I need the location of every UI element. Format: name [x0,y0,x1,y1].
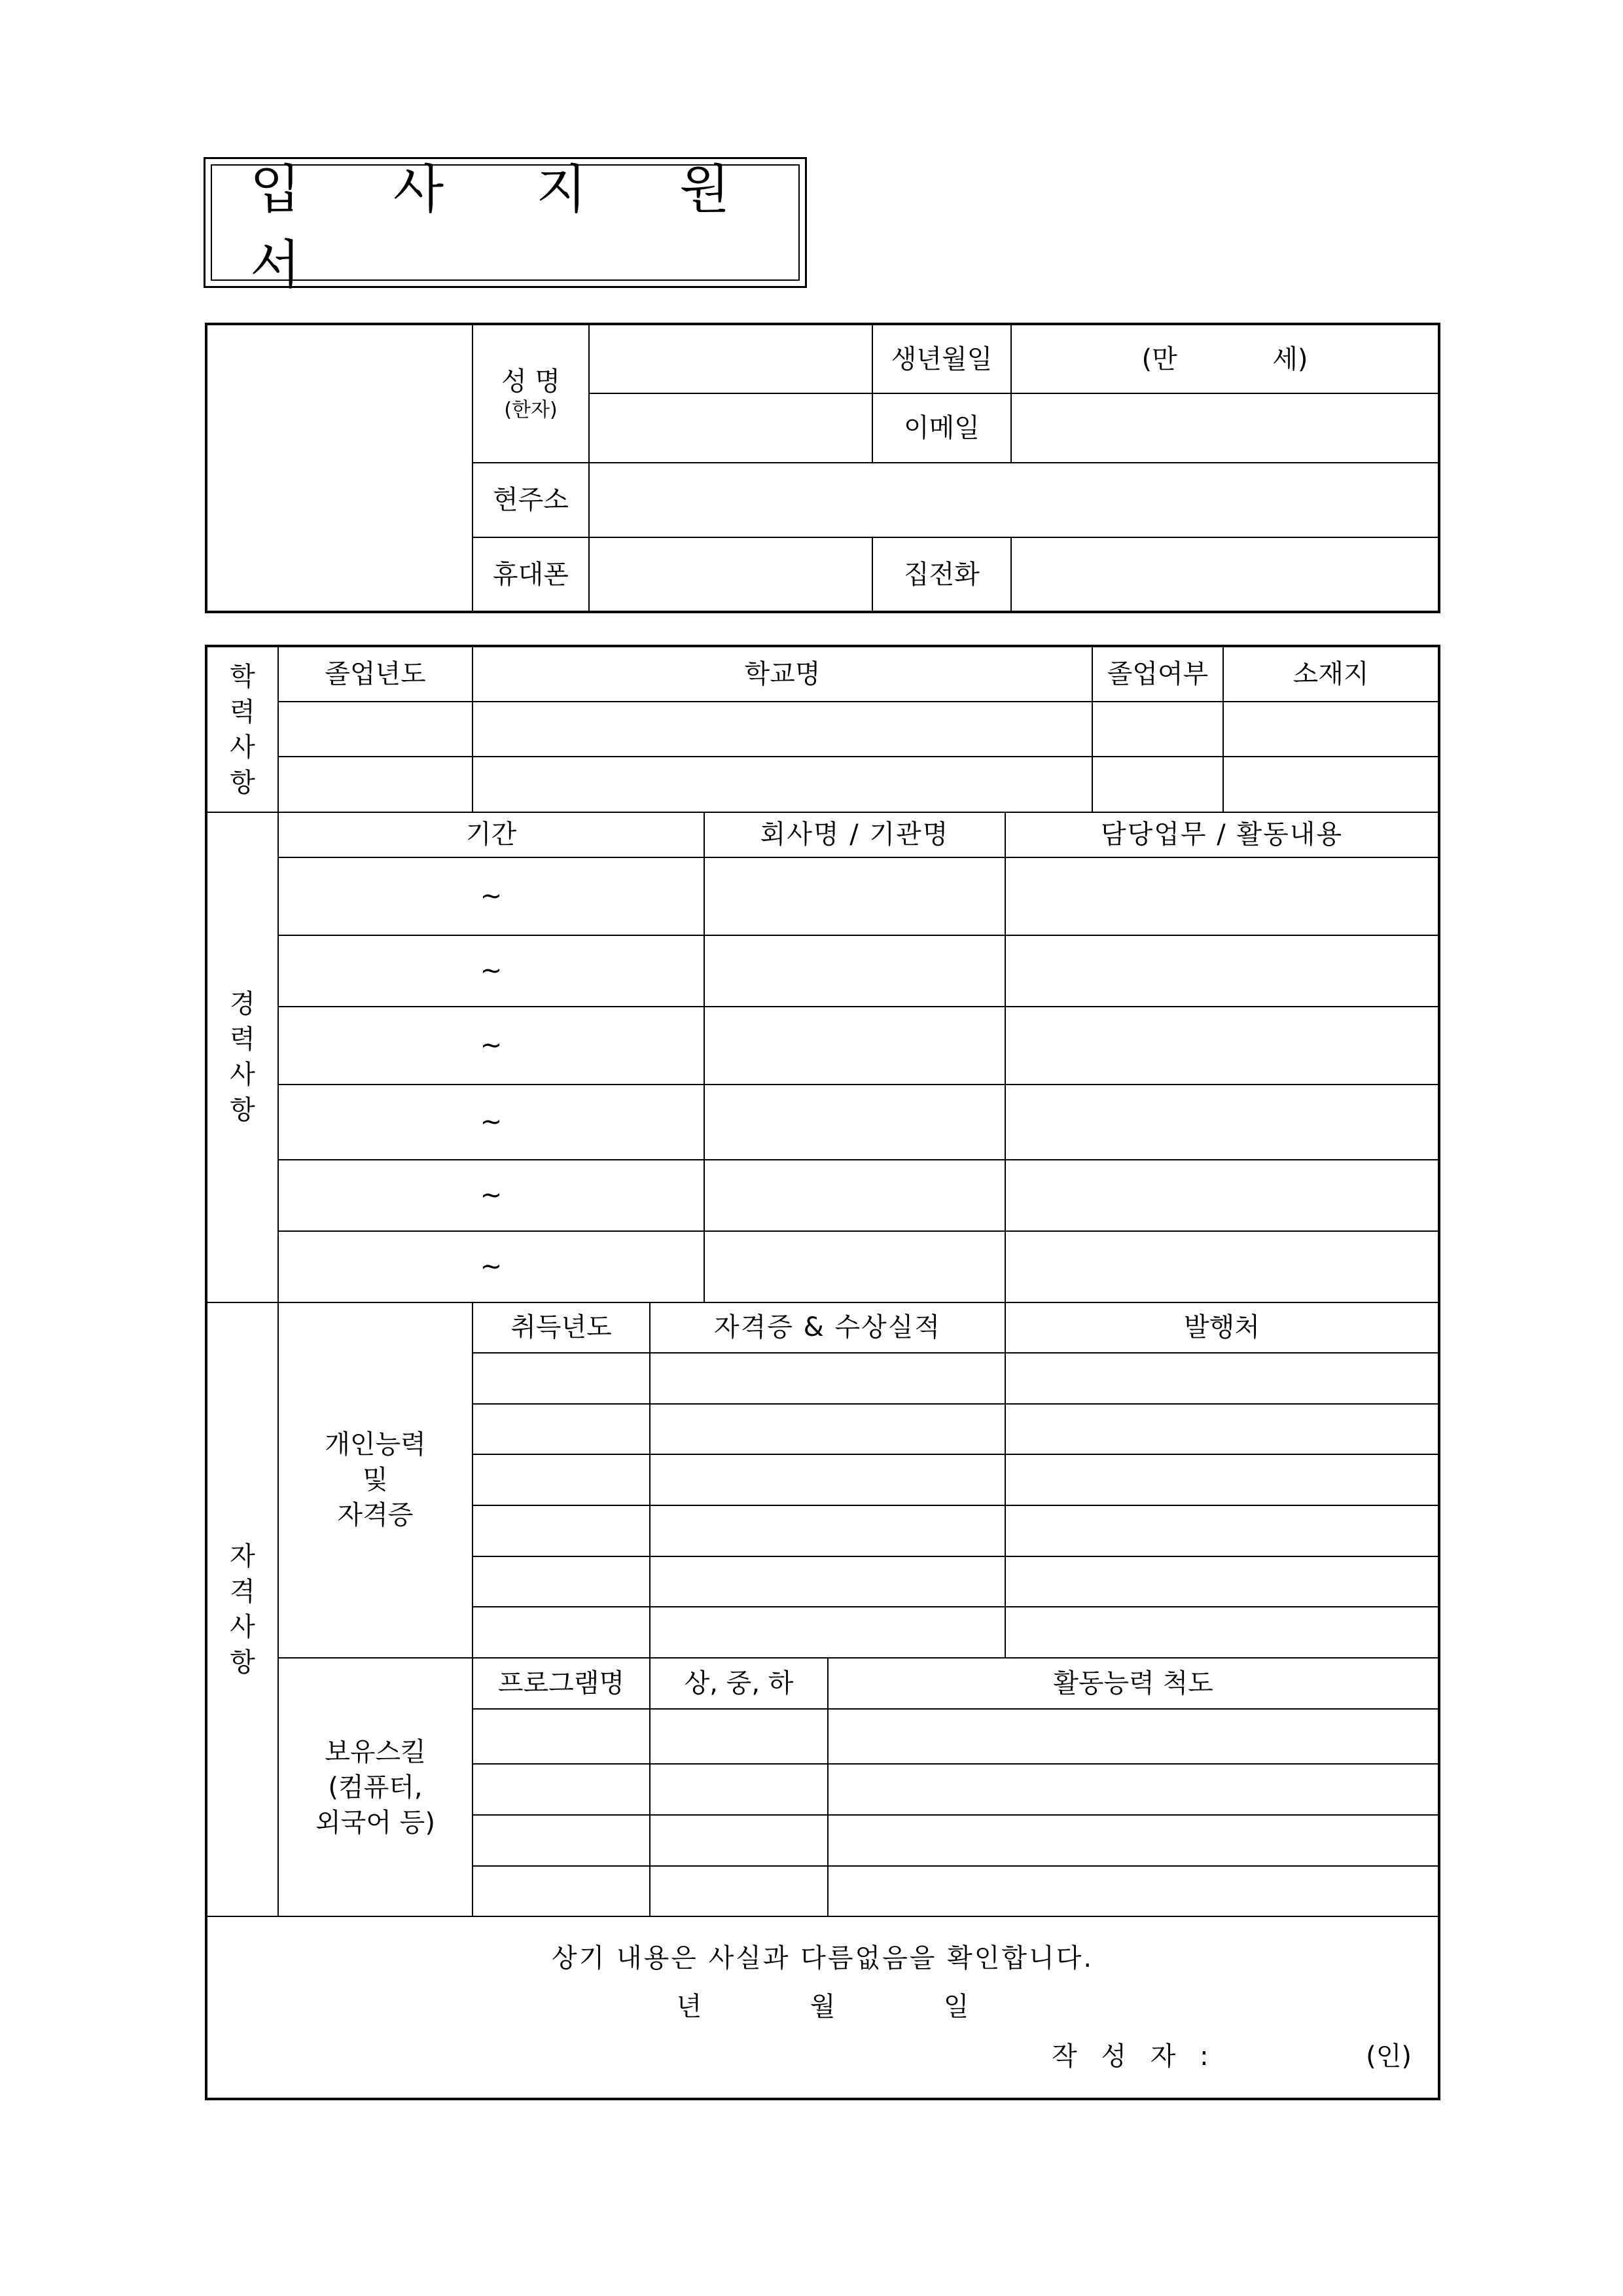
skill-program-input[interactable] [473,1866,650,1917]
skill-level-input[interactable] [650,1709,828,1765]
age-close: 세) [1272,344,1308,374]
cert-issuer-input[interactable] [1005,1353,1439,1404]
month-label: 월 [810,1992,836,2022]
career-period-input[interactable]: ~ [278,1231,704,1302]
skill-header-level: 상, 중, 하 [650,1658,828,1709]
career-header-period: 기간 [278,812,704,857]
mobile-label: 휴대폰 [473,537,589,612]
career-company-input[interactable] [704,1160,1005,1231]
career-duty-input[interactable] [1005,1160,1439,1231]
skill-scale-input[interactable] [828,1815,1439,1866]
cert-header-issuer: 발행처 [1005,1302,1439,1354]
cert-year-input[interactable] [473,1607,650,1658]
cert-issuer-input[interactable] [1005,1505,1439,1556]
edu-header-year: 졸업년도 [278,646,473,702]
career-period-input[interactable]: ~ [278,857,704,935]
home-phone-input[interactable] [1011,537,1439,612]
address-label: 현주소 [473,463,589,537]
career-period-input[interactable]: ~ [278,1160,704,1231]
edu-location-input[interactable] [1223,702,1439,757]
career-period-input[interactable]: ~ [278,935,704,1007]
edu-year-input[interactable] [278,702,473,757]
career-period-input[interactable]: ~ [278,1007,704,1085]
edu-school-input[interactable] [473,757,1092,812]
cert-header-year: 취득년도 [473,1302,650,1354]
page-title: 입 사 지 원 서 [211,164,800,281]
skill-scale-input[interactable] [828,1764,1439,1815]
name-label: 성 명 [501,366,560,397]
cert-issuer-input[interactable] [1005,1404,1439,1455]
career-company-input[interactable] [704,1231,1005,1302]
career-header-duty: 담당업무 / 활동내용 [1005,812,1439,857]
cert-header-name: 자격증 & 수상실적 [650,1302,1005,1354]
skill-level-input[interactable] [650,1866,828,1917]
cert-name-input[interactable] [650,1454,1005,1505]
qualification-section-label: 자 격 사 항 [206,1302,278,1917]
mobile-input[interactable] [589,537,872,612]
year-label: 년 [676,1992,702,2022]
edu-header-graduated: 졸업여부 [1092,646,1223,702]
career-duty-input[interactable] [1005,935,1439,1007]
skill-level-input[interactable] [650,1815,828,1866]
cert-name-input[interactable] [650,1556,1005,1607]
seal-label: (인) [1366,2041,1412,2072]
cert-name-input[interactable] [650,1404,1005,1455]
skill-scale-input[interactable] [828,1709,1439,1765]
age-open: (만 [1141,344,1177,374]
edu-location-input[interactable] [1223,757,1439,812]
title-box [204,157,807,295]
day-label: 일 [943,1992,969,2022]
edu-header-location: 소재지 [1223,646,1439,702]
photo-area[interactable] [206,324,473,612]
cert-year-input[interactable] [473,1556,650,1607]
education-section-label: 학 력 사 항 [206,646,278,812]
skill-program-input[interactable] [473,1815,650,1866]
name-sub-label: (한자) [504,398,558,422]
confirmation-block [206,1916,1439,2099]
edu-year-input[interactable] [278,757,473,812]
skill-header-program: 프로그램명 [473,1658,650,1709]
career-company-input[interactable] [704,1007,1005,1085]
birth-label: 생년월일 [872,324,1011,393]
cert-name-input[interactable] [650,1607,1005,1658]
career-section-label: 경 력 사 항 [206,812,278,1302]
cert-year-input[interactable] [473,1404,650,1455]
cert-issuer-input[interactable] [1005,1454,1439,1505]
skill-program-input[interactable] [473,1764,650,1815]
home-phone-label: 집전화 [872,537,1011,612]
email-input[interactable] [1011,393,1439,463]
career-company-input[interactable] [704,857,1005,935]
skill-label: 보유스킬 (컴퓨터, 외국어 등) [278,1658,473,1916]
personal-ability-label: 개인능력 및 자격증 [278,1302,473,1659]
address-input[interactable] [589,463,1439,537]
date-line [207,1990,1438,2023]
skill-header-scale: 활동능력 척도 [828,1658,1439,1709]
main-table [205,645,1440,2100]
cert-name-input[interactable] [650,1353,1005,1404]
skill-level-input[interactable] [650,1764,828,1815]
career-company-input[interactable] [704,935,1005,1007]
edu-graduated-input[interactable] [1092,757,1223,812]
edu-header-school: 학교명 [473,646,1092,702]
personal-info-table [205,323,1440,613]
cert-year-input[interactable] [473,1454,650,1505]
career-company-input[interactable] [704,1085,1005,1160]
skill-program-input[interactable] [473,1709,650,1765]
cert-issuer-input[interactable] [1005,1607,1439,1658]
cert-issuer-input[interactable] [1005,1556,1439,1607]
writer-label: 작 성 자 : [1052,2041,1217,2072]
name-label-cell [473,324,589,463]
edu-school-input[interactable] [473,702,1092,757]
name-input[interactable] [589,324,872,393]
career-duty-input[interactable] [1005,1085,1439,1160]
career-duty-input[interactable] [1005,857,1439,935]
career-period-input[interactable]: ~ [278,1085,704,1160]
birth-input[interactable] [1011,324,1439,393]
skill-scale-input[interactable] [828,1866,1439,1917]
email-label: 이메일 [872,393,1011,463]
confirmation-text: 상기 내용은 사실과 다름없음을 확인합니다. [551,1943,1094,1974]
cert-year-input[interactable] [473,1505,650,1556]
career-duty-input[interactable] [1005,1231,1439,1302]
cert-name-input[interactable] [650,1505,1005,1556]
career-header-company: 회사명 / 기관명 [704,812,1005,857]
edu-graduated-input[interactable] [1092,702,1223,757]
career-duty-input[interactable] [1005,1007,1439,1085]
name-hanja-input[interactable] [589,393,872,463]
cert-year-input[interactable] [473,1353,650,1404]
